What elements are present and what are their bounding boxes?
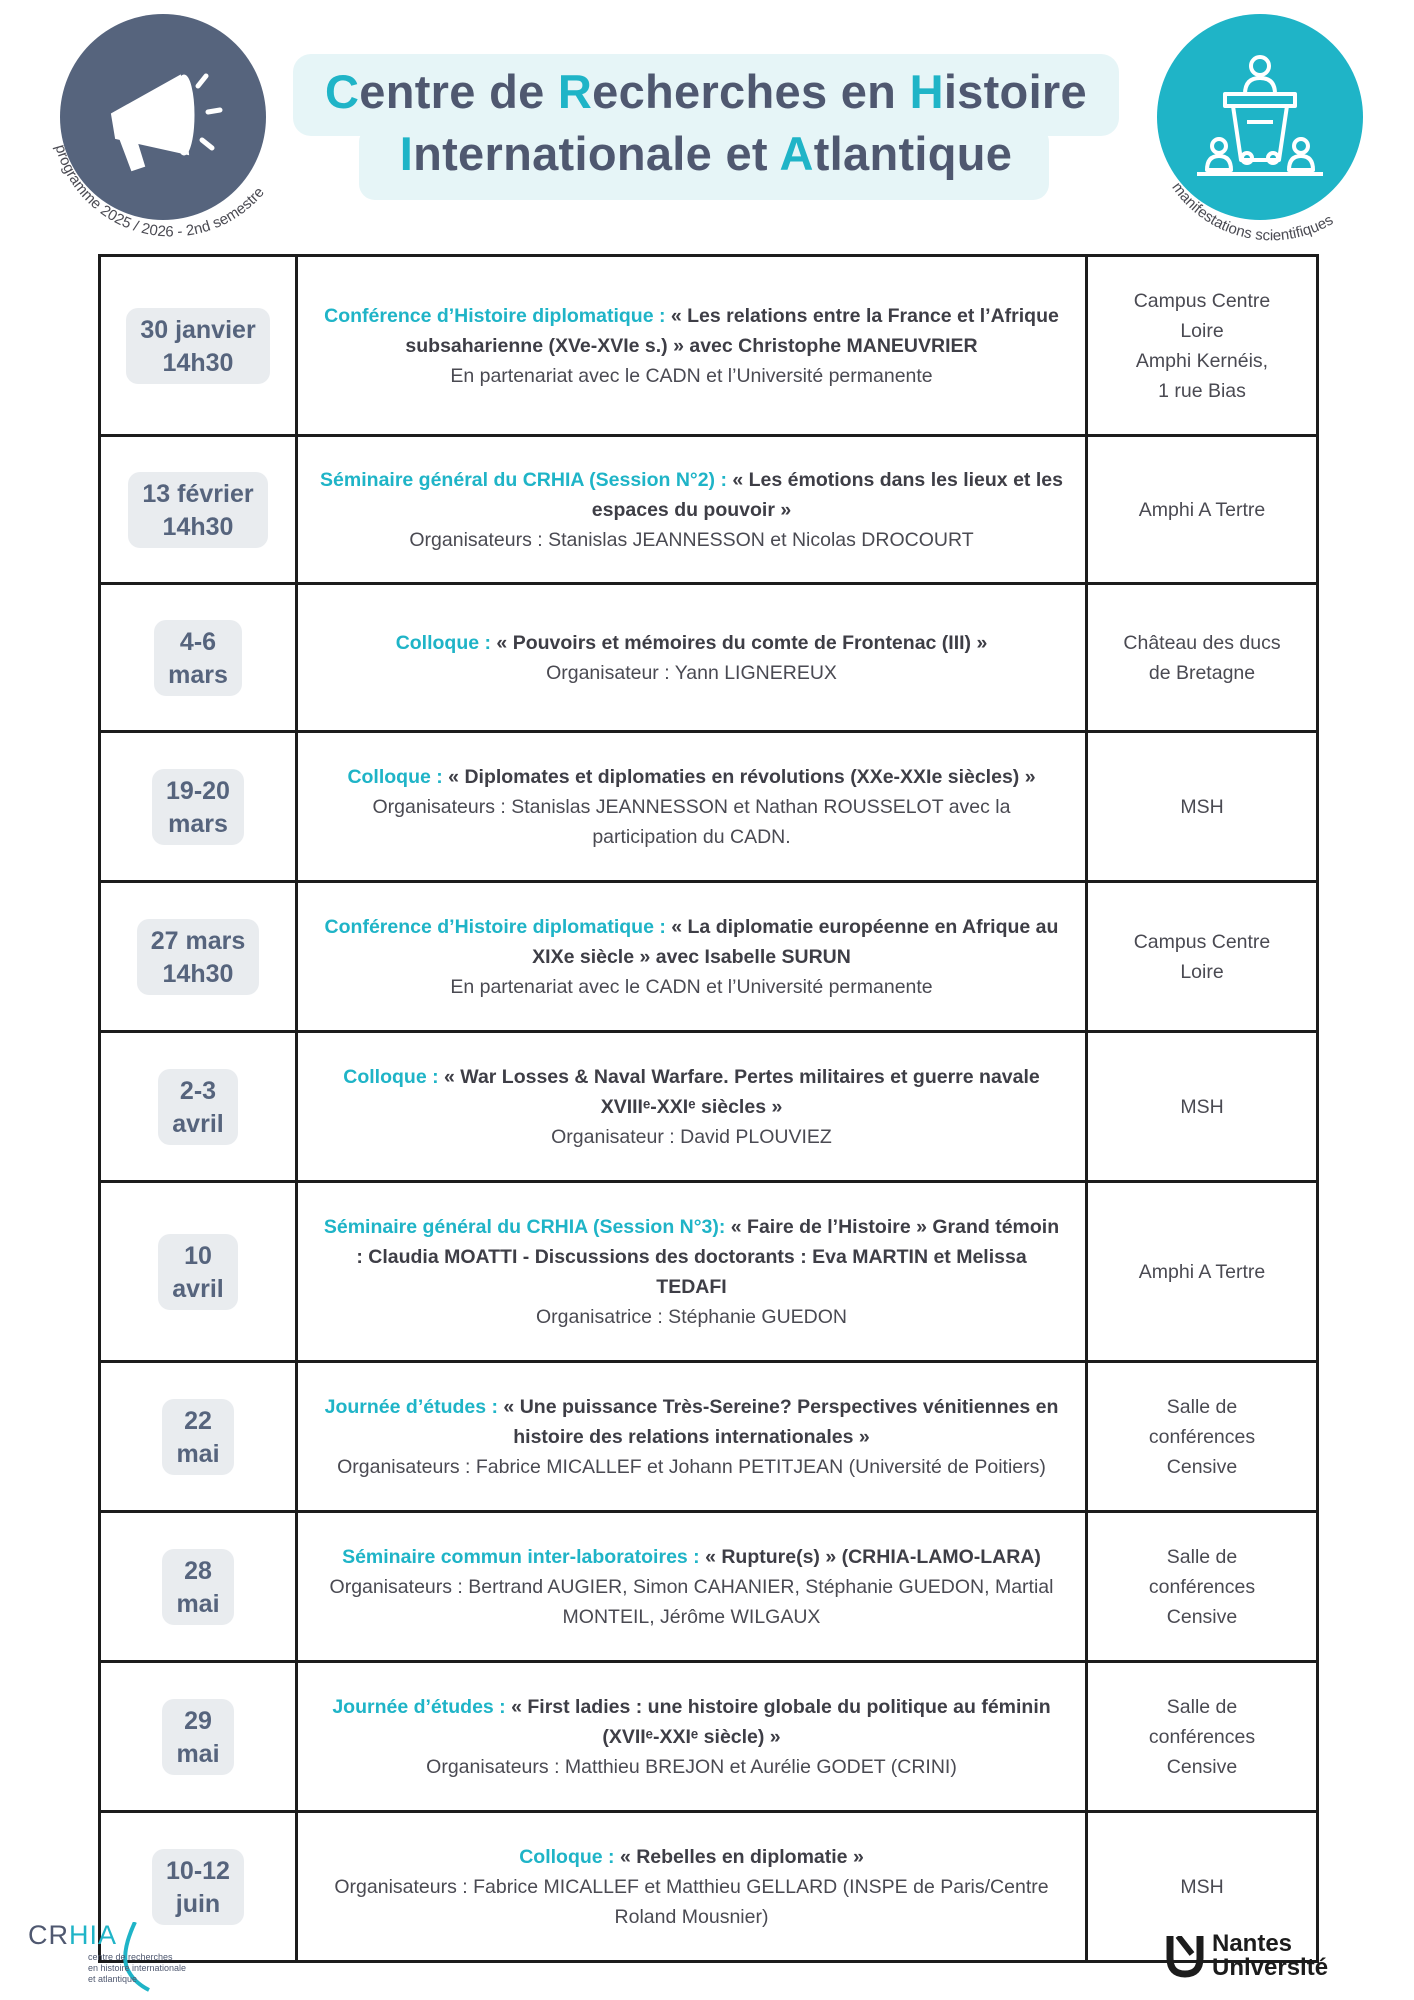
event-type: Séminaire général du CRHIA (Session N°2) : — [320, 468, 727, 491]
title-accent-letter: R — [557, 65, 593, 118]
event-location-cell — [1087, 256, 1318, 436]
event-date-badge — [162, 1399, 233, 1475]
event-date-line: 30 janvier — [140, 315, 256, 344]
event-location-line: 1 rue Bias — [1158, 379, 1246, 402]
event-date-badge — [128, 472, 267, 548]
title-text: istoire — [943, 65, 1087, 118]
title-text: echerches en — [592, 65, 910, 118]
title-accent-letter: H — [909, 65, 944, 118]
event-date-line: mars — [168, 809, 228, 838]
event-location-line: conférences — [1148, 1575, 1256, 1598]
title-text: entre de — [359, 65, 558, 118]
event-description-cell — [297, 1512, 1087, 1662]
event-location-cell — [1087, 732, 1318, 882]
event-date-line: mai — [176, 1589, 220, 1618]
crhia-logo-text — [28, 1920, 117, 1951]
event-location-line: Loire — [1180, 960, 1224, 983]
event-date-line: 22 — [184, 1406, 212, 1435]
title-accent-letter: C — [325, 65, 360, 118]
event-description-cell — [297, 1362, 1087, 1512]
event-location-line: Amphi A Tertre — [1138, 1260, 1266, 1283]
event-location-line: conférences — [1148, 1425, 1256, 1448]
event-date-line: avril — [172, 1274, 224, 1303]
event-title: « Rupture(s) » (CRHIA-LAMO-LARA) — [699, 1545, 1041, 1568]
event-organizers: Organisateur : David PLOUVIEZ — [551, 1125, 832, 1148]
event-date-badge — [126, 308, 269, 384]
event-description-cell — [297, 256, 1087, 436]
event-title: « Rebelles en diplomatie » — [614, 1845, 864, 1868]
event-title: « Faire de l’Histoire » Grand témoin : Claudia MOATTI - Discussions des doctorants : Eva MARTIN et Melissa TEDAFI — [356, 1215, 1060, 1298]
event-row — [100, 1812, 1318, 1962]
event-title: « First ladies : une histoire globale du politique au féminin (XVIIᵉ-XXIᵉ siècle) » — [505, 1695, 1051, 1748]
event-title: « Une puissance Très-Sereine? Perspectives vénitiennes en histoire des relations internationales » — [498, 1395, 1059, 1448]
event-description-cell — [297, 1812, 1087, 1962]
event-row — [100, 882, 1318, 1032]
event-description-cell — [297, 436, 1087, 584]
crhia-logo — [28, 1920, 198, 1990]
event-organizers: Organisateurs : Bertrand AUGIER, Simon CAHANIER, Stéphanie GUEDON, Martial MONTEIL, Jérôme WILGAUX — [329, 1575, 1054, 1628]
event-date-line: avril — [172, 1109, 224, 1138]
event-date-line: 4-6 — [179, 627, 217, 656]
event-location-cell — [1087, 1362, 1318, 1512]
event-organizers: Organisateurs : Matthieu BREJON et Aurélie GODET (CRINI) — [426, 1755, 957, 1778]
event-location-line: Salle de — [1166, 1395, 1238, 1418]
event-row — [100, 1512, 1318, 1662]
svg-text:manifestations scientifiques: manifestations scientifiques — [1168, 179, 1337, 245]
title-accent-letter: HIA — [69, 1920, 118, 1950]
event-date-line: 14h30 — [162, 512, 234, 541]
event-date-badge — [158, 1234, 237, 1310]
event-date-cell — [100, 882, 297, 1032]
event-date-badge — [152, 769, 244, 845]
event-date-cell — [100, 1032, 297, 1182]
crhia-subtitle-line: centre de recherches — [88, 1952, 173, 1962]
event-date-badge — [158, 1069, 237, 1145]
event-description-cell — [297, 1182, 1087, 1362]
event-date-cell — [100, 1662, 297, 1812]
event-date-line: 2-3 — [179, 1076, 217, 1105]
event-type: Colloque : — [347, 765, 443, 788]
event-date-cell — [100, 436, 297, 584]
event-type: Conférence d’Histoire diplomatique : — [324, 304, 666, 327]
event-date-cell — [100, 732, 297, 882]
event-organizers: Organisateurs : Fabrice MICALLEF et Johann PETITJEAN (Université de Poitiers) — [337, 1455, 1046, 1478]
event-row — [100, 256, 1318, 436]
event-location-line: Censive — [1166, 1605, 1238, 1628]
event-organizers: En partenariat avec le CADN et l’Université permanente — [450, 975, 933, 998]
event-date-badge — [162, 1699, 233, 1775]
crhia-logo-subtitle — [88, 1952, 186, 1985]
event-title: « Pouvoirs et mémoires du comte de Frontenac (III) » — [491, 631, 988, 654]
event-location-cell — [1087, 584, 1318, 732]
event-location-line: Loire — [1180, 319, 1224, 342]
event-row — [100, 436, 1318, 584]
event-title: « Diplomates et diplomaties en révolutions (XXe-XXIe siècles) » — [442, 765, 1036, 788]
event-date-line: 13 février — [142, 479, 254, 508]
event-type: Conférence d’Histoire diplomatique : — [324, 915, 666, 938]
event-location-line: Salle de — [1166, 1545, 1238, 1568]
event-location-line: Château des ducs — [1123, 631, 1281, 654]
event-location-line: Censive — [1166, 1455, 1238, 1478]
event-type: Colloque : — [519, 1845, 615, 1868]
event-location-line: Censive — [1166, 1755, 1238, 1778]
event-date-line: 14h30 — [162, 959, 234, 988]
svg-text:programme 2025 / 2026 - 2nd se: programme 2025 / 2026 - 2nd semestre — [51, 142, 268, 241]
event-type: Séminaire commun inter-laboratoires : — [342, 1545, 700, 1568]
event-description-cell — [297, 584, 1087, 732]
event-type: Journée d’études : — [324, 1395, 499, 1418]
event-type: Colloque : — [395, 631, 492, 654]
title-accent-letter: A — [779, 127, 814, 180]
nantes-universite-text — [1212, 1932, 1328, 1980]
event-organizers: Organisateurs : Fabrice MICALLEF et Matthieu GELLARD (INSPE de Paris/Centre Roland Mousnier) — [334, 1875, 1049, 1928]
crhia-subtitle-line: et atlantique — [88, 1974, 138, 1984]
event-description-cell — [297, 732, 1087, 882]
event-schedule-table — [98, 254, 1319, 1963]
lab-title — [293, 54, 1119, 200]
nantes-text-line: Nantes — [1212, 1930, 1293, 1957]
event-date-line: 10-12 — [166, 1856, 230, 1885]
title-accent-letter: I — [399, 127, 414, 180]
event-date-line: 19-20 — [166, 776, 230, 805]
event-type: Colloque : — [343, 1065, 439, 1088]
event-location-line: MSH — [1180, 1875, 1224, 1898]
event-row — [100, 732, 1318, 882]
event-organizers: Organisateur : Yann LIGNEREUX — [546, 661, 837, 684]
event-location-cell — [1087, 1662, 1318, 1812]
event-date-line: 10 — [184, 1241, 212, 1270]
event-date-line: juin — [175, 1889, 221, 1918]
event-title: « War Losses & Naval Warfare. Pertes militaires et guerre navale XVIIIᵉ-XXIᵉ siècles » — [438, 1065, 1040, 1118]
crhia-subtitle-line: en histoire internationale — [88, 1963, 187, 1973]
event-location-cell — [1087, 1512, 1318, 1662]
event-location-line: conférences — [1148, 1725, 1256, 1748]
event-date-badge — [162, 1549, 233, 1625]
nantes-text-line: Université — [1212, 1954, 1329, 1981]
event-row — [100, 1182, 1318, 1362]
event-date-line: mars — [168, 660, 228, 689]
event-date-cell — [100, 1182, 297, 1362]
event-date-cell — [100, 256, 297, 436]
event-location-cell — [1087, 882, 1318, 1032]
event-row — [100, 1032, 1318, 1182]
event-type: Séminaire général du CRHIA (Session N°3): — [323, 1215, 726, 1238]
event-date-line: 14h30 — [162, 348, 234, 377]
title-text: nternationale et — [413, 127, 780, 180]
title-text: CR — [28, 1920, 69, 1950]
event-description-cell — [297, 1032, 1087, 1182]
event-title: « La diplomatie européenne en Afrique au XIXe siècle » avec Isabelle SURUN — [532, 915, 1059, 968]
title-text: tlantique — [813, 127, 1013, 180]
event-organizers: En partenariat avec le CADN et l’Université permanente — [450, 364, 933, 387]
event-organizers: Organisateurs : Stanislas JEANNESSON et Nicolas DROCOURT — [409, 528, 974, 551]
right-badge-caption — [1128, 0, 1414, 260]
event-date-cell — [100, 1512, 297, 1662]
event-location-line: Amphi A Tertre — [1138, 498, 1266, 521]
nantes-mark-icon — [1166, 1936, 1204, 1978]
event-date-line: mai — [176, 1739, 220, 1768]
event-date-badge — [152, 1849, 244, 1925]
event-date-line: 29 — [184, 1706, 212, 1735]
event-location-line: MSH — [1180, 795, 1224, 818]
event-organizers: Organisatrice : Stéphanie GUEDON — [535, 1305, 848, 1328]
event-description-cell — [297, 1662, 1087, 1812]
event-location-cell — [1087, 1032, 1318, 1182]
event-date-line: mai — [176, 1439, 220, 1468]
event-location-line: Amphi Kernéis, — [1135, 349, 1269, 372]
title-line-1 — [293, 64, 1119, 119]
event-row — [100, 1362, 1318, 1512]
event-location-line: de Bretagne — [1148, 661, 1256, 684]
event-organizers: Organisateurs : Stanislas JEANNESSON et Nathan ROUSSELOT avec la participation du CADN. — [372, 795, 1011, 848]
event-location-cell — [1087, 436, 1318, 584]
event-location-line: Salle de — [1166, 1695, 1238, 1718]
event-row — [100, 1662, 1318, 1812]
event-title: « Les relations entre la France et l’Afrique subsaharienne (XVe-XVIe s.) » avec Christophe MANEUVRIER — [405, 304, 1059, 357]
event-date-cell — [100, 1362, 297, 1512]
event-row — [100, 584, 1318, 732]
event-date-badge — [154, 620, 242, 696]
title-line-2 — [293, 126, 1119, 181]
nantes-universite-logo — [1166, 1932, 1346, 1984]
event-location-line: MSH — [1180, 1095, 1224, 1118]
event-location-line: Campus Centre — [1133, 930, 1271, 953]
event-date-line: 28 — [184, 1556, 212, 1585]
event-date-badge — [137, 919, 260, 995]
event-date-cell — [100, 584, 297, 732]
event-description-cell — [297, 882, 1087, 1032]
event-location-line: Campus Centre — [1133, 289, 1271, 312]
event-title: « Les émotions dans les lieux et les espaces du pouvoir » — [591, 468, 1063, 521]
event-type: Journée d’études : — [332, 1695, 506, 1718]
event-location-cell — [1087, 1182, 1318, 1362]
event-date-line: 27 mars — [150, 926, 246, 955]
